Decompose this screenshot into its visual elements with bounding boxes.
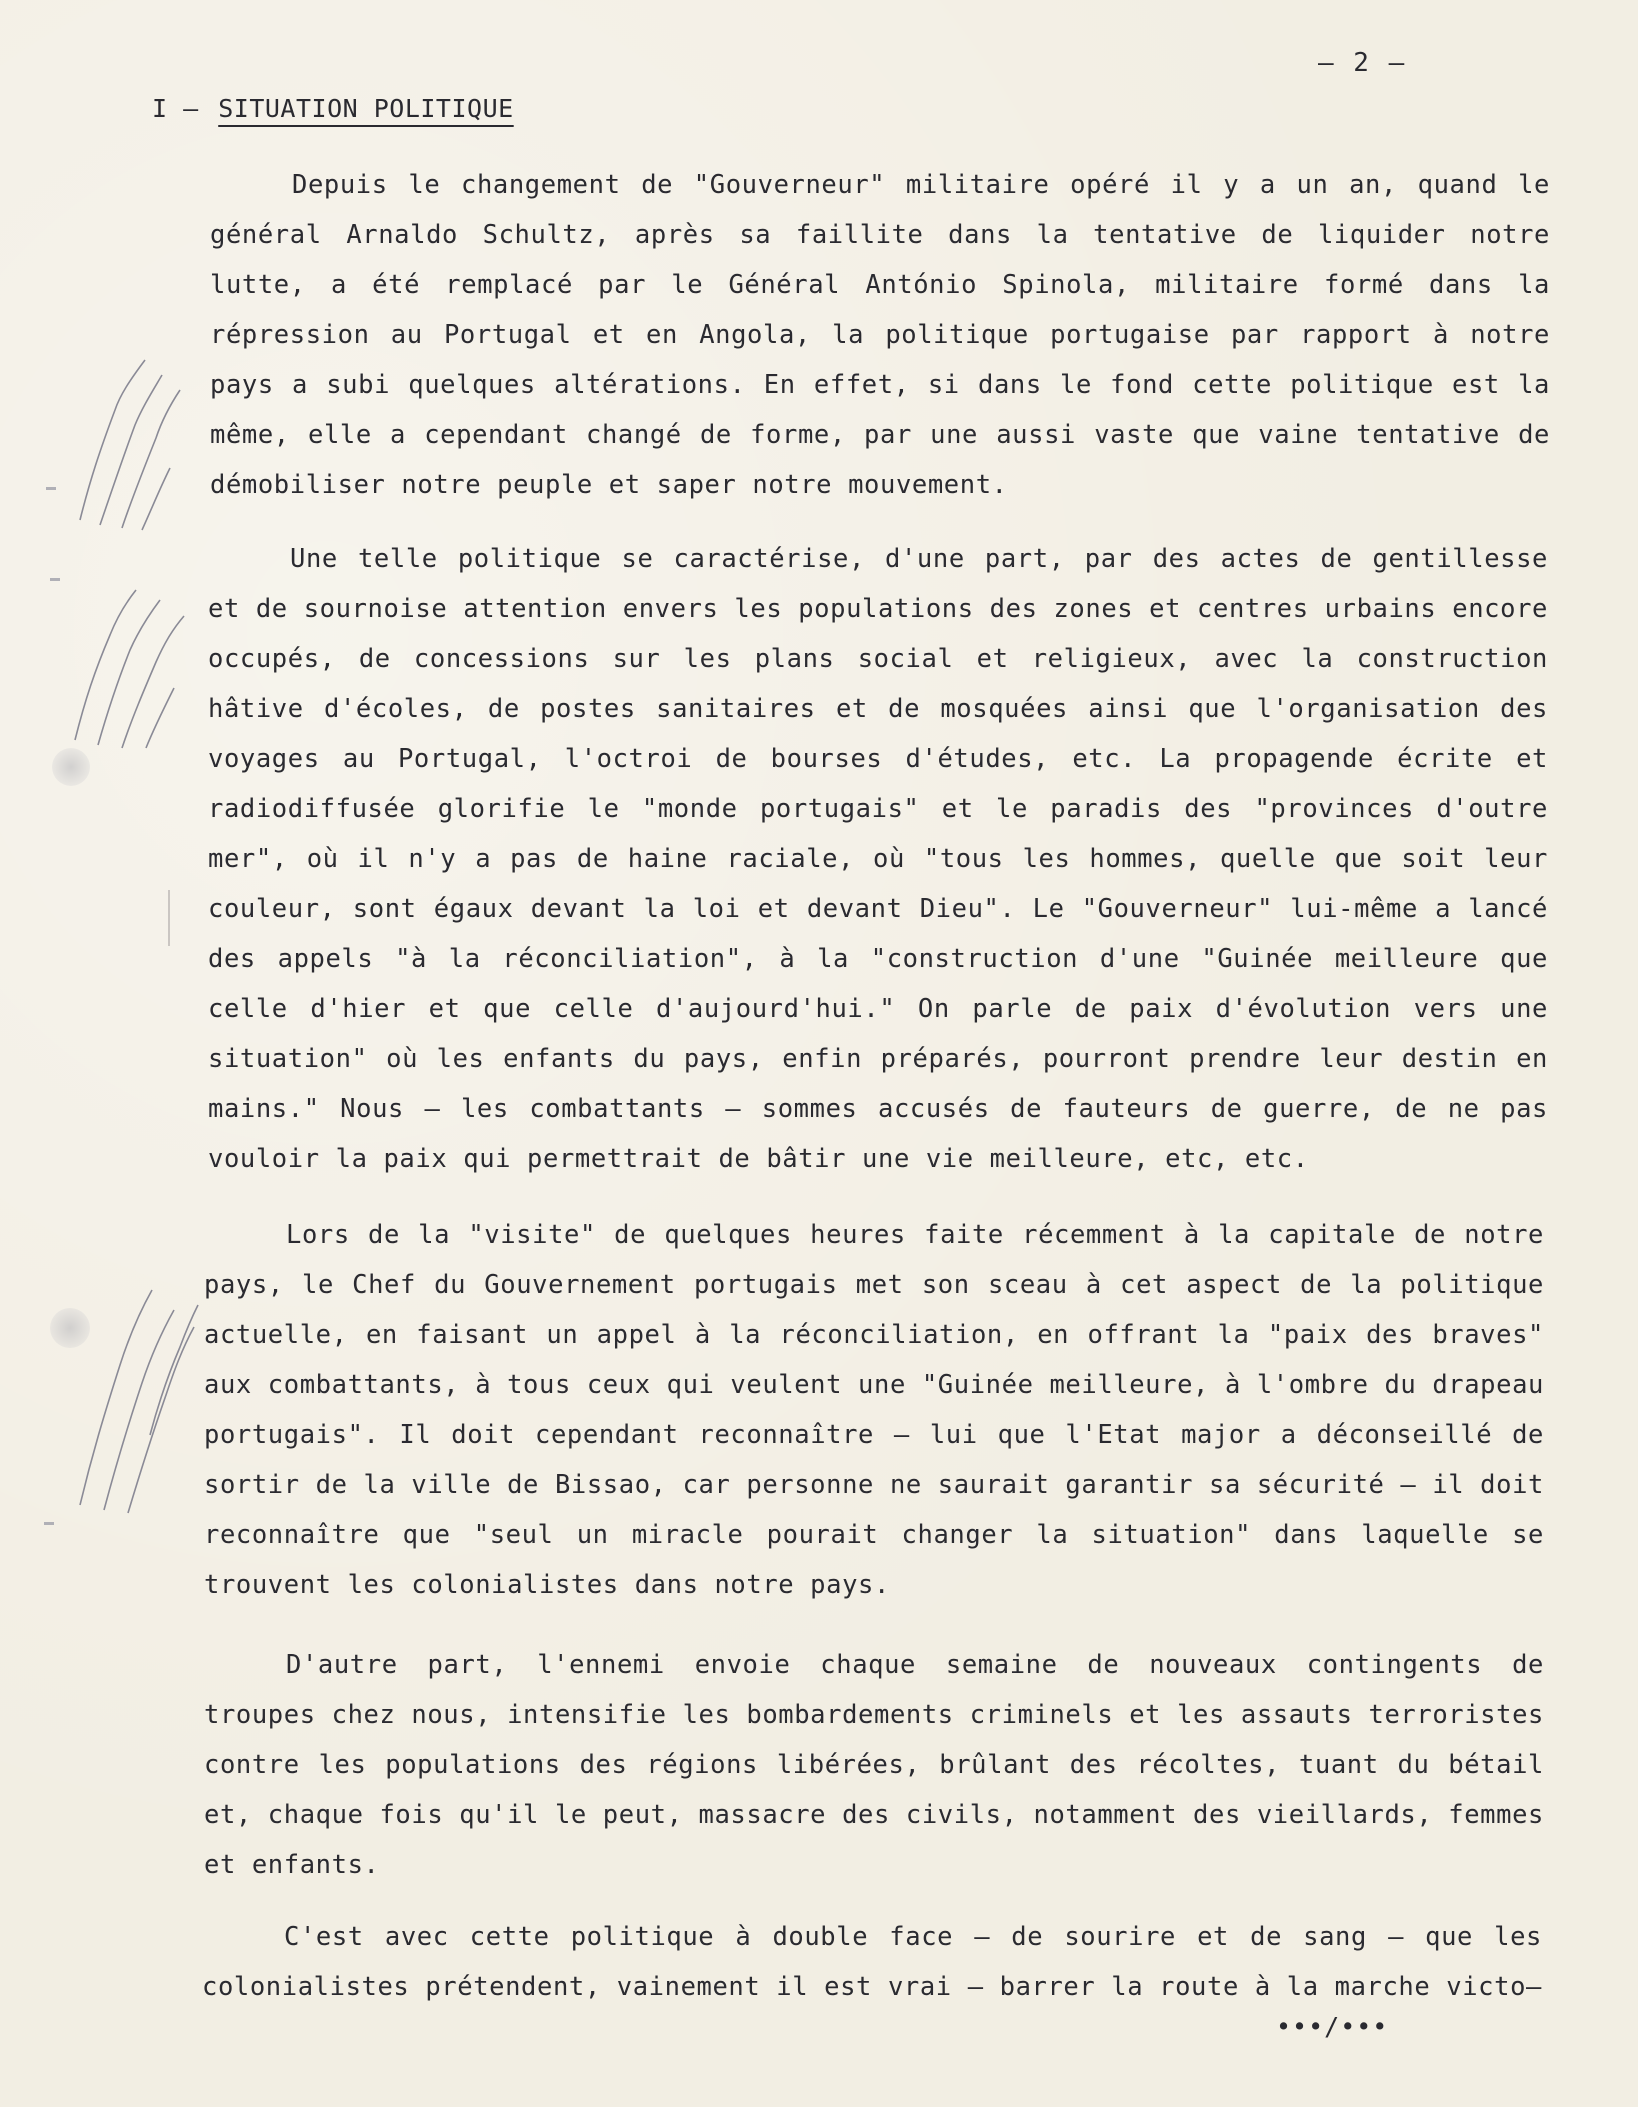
punch-hole-mark-bottom [50, 1308, 90, 1348]
paragraph-5: C'est avec cette politique à double face – de sourire et de sang – que les colonialistes prétendent, vainement il est vrai – barrer la route à la marche victo– [202, 1922, 1542, 2002]
margin-tick [46, 487, 56, 490]
page-number: – 2 – [1318, 48, 1407, 78]
margin-handwriting-2 [60, 580, 190, 750]
section-heading [152, 94, 514, 123]
margin-tick [50, 578, 60, 581]
paragraph-4: D'autre part, l'ennemi envoie chaque semaine de nouveaux contingents de troupes chez nous, intensifie les bombardements criminels et les assauts terroristes contre les populations des régions libérées, brûlant des récoltes, tuant du bétail et, chaque fois qu'il le peut, massacre des civils, notamment des vieillards, femmes et enfants. [204, 1650, 1544, 1880]
paragraph-2: Une telle politique se caractérise, d'une part, par des actes de gentillesse et de sournoise attention envers les populations des zones et centres urbains encore occupés, de concessions sur les plans social et religieux, avec la construction hâtive d'écoles, de postes sanitaires et de mosquées ainsi que l'organisation des voyages au Portugal, l'octroi de bourses d'études, etc. La propagende écrite et radiodiffusée glorifie le "monde portugais" et le paradis des "provinces d'outre mer", où il n'y a pas de haine raciale, où "tous les hommes, quelle que soit leur couleur, sont égaux devant la loi et devant Dieu". Le "Gouverneur" lui-même a lancé des appels "à la réconciliation", à la "construction d'une "Guinée meilleure que celle d'hier et que celle d'aujourd'hui." On parle de paix d'évolution vers une situation" où les enfants du pays, enfin préparés, pourront prendre leur destin en mains." Nous – les combattants – sommes accusés de fauteurs de guerre, de ne pas vouloir la paix qui permettrait de bâtir une vie meilleure, etc, etc. [208, 544, 1548, 1174]
paragraph-1: Depuis le changement de "Gouverneur" militaire opéré il y a un an, quand le général Arnaldo Schultz, après sa faillite dans la tentative de liquider notre lutte, a été remplacé par le Général António Spinola, militaire formé dans la répression au Portugal et en Angola, la politique portugaise par rapport à notre pays a subi quelques altérations. En effet, si dans le fond cette politique est la même, elle a cependant changé de forme, par une aussi vaste que vaine tentative de démobiliser notre peuple et saper notre mouvement. [210, 170, 1550, 500]
punch-hole-mark-top [52, 748, 90, 786]
section-number: I – [152, 94, 199, 123]
section-title: SITUATION POLITIQUE [218, 94, 514, 123]
margin-handwriting-1 [60, 350, 190, 540]
margin-handwriting-3 [70, 1255, 200, 1525]
margin-tick [44, 1522, 54, 1525]
continuation-mark: •••/••• [1276, 2012, 1389, 2041]
paragraph-3: Lors de la "visite" de quelques heures faite récemment à la capitale de notre pays, le Chef du Gouvernement portugais met son sceau à cet aspect de la politique actuelle, en faisant un appel à la réconciliation, en offrant la "paix des braves" aux combattants, à tous ceux qui veulent une "Guinée meilleure, à l'ombre du drapeau portugais". Il doit cependant reconnaître – lui que l'Etat major a déconseillé de sortir de la ville de Bissao, car personne ne saurait garantir sa sécurité – il doit reconnaître que "seul un miracle pourait changer la situation" dans laquelle se trouvent les colonialistes dans notre pays. [204, 1220, 1544, 1600]
margin-pencil-line [168, 890, 170, 946]
